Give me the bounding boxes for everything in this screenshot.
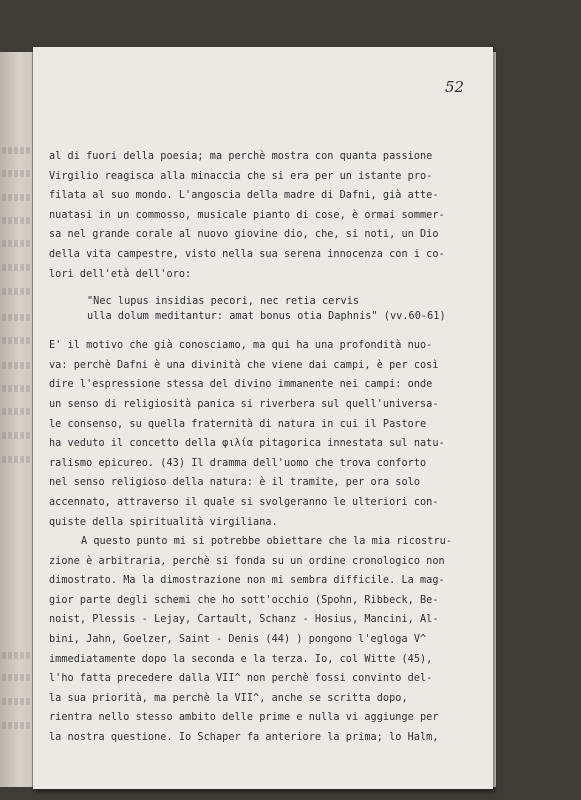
previous-page-edge (0, 52, 33, 787)
quote-line: ulla dolum meditantur: amat bonus otia Daphnis" (vv.60-61) (87, 311, 446, 323)
page-body (49, 147, 489, 748)
text-line: accennato, attraverso il quale si svolgeranno le ulteriori con- (49, 496, 439, 508)
text-line: ralismo epicureo. (43) Il dramma dell'uomo che trova conforto (49, 457, 427, 469)
text-line: A questo punto mi si potrebbe obiettare che la mia ricostru- (81, 536, 453, 548)
text-line: E' il motivo che già conosciamo, ma qui ha una profondità nuo- (49, 340, 433, 352)
text-line: le consenso, su quella fraternità di natura in cui il Pastore (49, 418, 427, 430)
text-line: nel senso religioso della natura: è il tramite, per ora solo (49, 477, 421, 489)
text-line: al di fuori della poesia; ma perchè mostra con quanta passione (49, 151, 433, 162)
text-line: l'ho fatta precedere dalla VII^ non perchè fossi convinto del- (49, 673, 433, 685)
text-line: dimostrato. Ma la dimostrazione non mi sembra difficile. La mag- (49, 575, 445, 587)
text-line: immediatamente dopo la seconda e la terza. Io, col Witte (45), (49, 653, 433, 665)
text-line: un senso di religiosità panica si riverbera sul quell'universa- (49, 398, 439, 410)
typewritten-page (33, 47, 493, 789)
text-line: quiste della spiritualità virgiliana. (49, 516, 278, 528)
page-number: 52 (445, 78, 465, 96)
text-line: gior parte degli schemi che ho sott'occhio (Spohn, Ribbeck, Be- (49, 594, 439, 606)
text-line: rientra nello stesso ambito delle prime e nulla vi aggiunge per (49, 712, 439, 724)
text-line: Virgilio reagisca alla minaccia che si era per un istante pro- (49, 170, 433, 182)
text-line: la nostra questione. Io Schaper fa anteriore la prima; lo Halm, (49, 732, 439, 744)
text-line: nuatasi in un commosso, musicale pianto di cose, è ormai sommer- (49, 209, 445, 221)
text-line: bini, Jahn, Goelzer, Saint - Denis (44) ) pongono l'egloga V^ (49, 634, 427, 646)
text-line: filata al suo mondo. L'angoscia della madre di Dafni, già atte- (49, 190, 439, 202)
text-line: della vita campestre, visto nella sua serena innocenza con i co- (49, 248, 445, 260)
text-line: la sua priorità, ma perchè la VII^, anche se scritta dopo, (49, 692, 408, 704)
text-line: sa nel grande corale al nuovo giovine dio, che, si noti, un Dio (49, 229, 439, 241)
text-line: dire l'espressione stessa del divino immanente nei campi: onde (49, 379, 433, 391)
text-line: va: perchè Dafni è una divinità che viene dai campi, è per così (49, 359, 439, 371)
quote-line: "Nec lupus insidias pecori, nec retia cervis (87, 296, 360, 308)
text-line: zione è arbitraria, perchè si fonda su un ordine cronologico non (49, 555, 445, 567)
text-line: lori dell'età dell'oro: (49, 268, 192, 280)
latin-quotation (49, 294, 489, 324)
text-line: noist, Plessis - Lejay, Cartault, Schanz - Hosius, Mancini, Al- (49, 614, 439, 626)
text-line: ha veduto il concetto della φιλία pitagorica innestata sul natu- (49, 438, 445, 450)
